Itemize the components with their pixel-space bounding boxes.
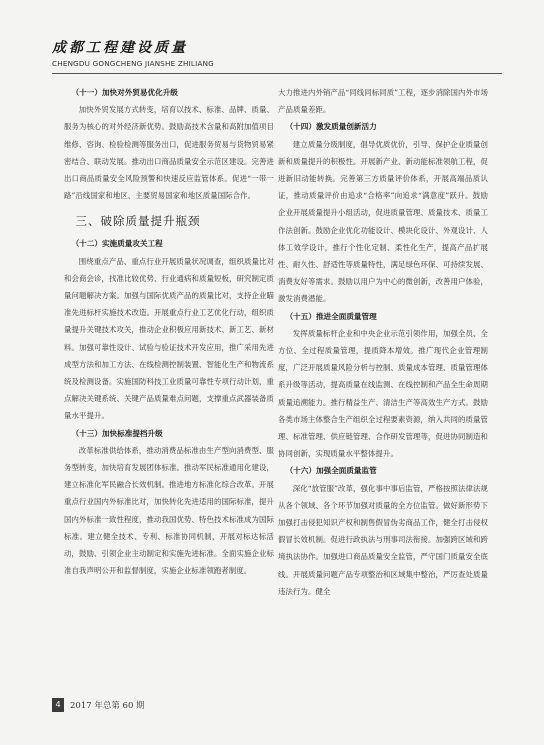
body-paragraph: 发挥质量标杆企业和中央企业示范引领作用，加强全员、全方位、全过程质量管理，提质降本增效。推广现代企业管理制度，广泛开展质量风险分析与控制、质量成本管理、质量管理体系升级等活动，提高质量在线监测、在线控制和产品全生命周期质量追溯能力。推行精益生产、清洁生产等高效生产方式。鼓励各类市场主体整合生产组织全过程要素资源，纳入共同的质量管理、标准管理、供应链管理、合作研发管理等，促进协同制造和协同创新，实现质量水平整体提升。 [278,328,488,459]
right-column [278,84,488,600]
subsection-heading: （十五）推进全面质量管理 [285,311,377,321]
body-paragraph: 深化“放管服”改革，强化事中事后监管，严格按照法律法规从各个领域、各个环节加强对质量的全方位监管。做好新形势下加强打击侵犯知识产权和制售假冒伪劣商品工作，健全打击侵权假冒长效机制。促进行政执法与刑事司法衔接。加强跨区域和跨境执法协作。加强进口商品质量安全监管，严守国门质量安全底线。开展质量问题产品专项整治和区域集中整治，严厉查处质量违法行为。健全 [278,483,488,596]
body-paragraph: 改革标准供给体系，推动消费品标准由生产型向消费型、服务型转变，加快培育发展团体标准。推动军民标准通用化建设，建立标准化军民融合长效机制。推进地方标准化综合改革。开展重点行业国内外标准比对，加快转化先进适用的国际标准，提升国内外标准一致性程度，推动我国优势、特色技术标准成为国际标准。建立健全技术、专利、标准协同机制，开展对标达标活动，鼓励、引领企业主动制定和实施先进标准。全面实施企业标准自我声明公开和监督制度，实施企业标准领跑者制度。 [64,445,274,576]
section-heading: 三、破除质量提升瓶颈 [75,214,201,229]
subsection-heading: （十六）加强全面质量监管 [285,466,377,476]
issue-label: 2017 年总第 60 期 [70,701,145,711]
journal-header [52,40,502,68]
subsection-heading: （十三）加快标准提档升级 [71,428,163,438]
subsection-heading: （十一）加快对外贸易优化升级 [71,88,178,97]
body-paragraph: 大力推进内外销产品“同线同标同质”工程，逐步消除国内外市场产品质量差距。 [278,88,489,115]
journal-subtitle: CHENGDU GONGCHENG JIANSHE ZHILIANG [52,59,214,68]
body-paragraph: 加快外贸发展方式转变，培育以技术、标准、品牌、质量、服务为核心的对外经济新优势。鼓励高技术含量和高附加值项目维修、咨询、检验检测等服务出口，促进服务贸易与货物贸易紧密结合、联动发展。推动出口商品质量安全示范区建设。完善进出口商品质量安全风险预警和快速反应监管体系。促进“一带一路”沿线国家和地区、主要贸易国家和地区质量国际合作。 [64,105,274,201]
page-footer [52,698,502,714]
page-number: 4 [52,698,64,712]
left-column [64,84,274,579]
subsection-heading: （十二）实施质量攻关工程 [71,239,163,249]
body-paragraph: 建立质量分级制度，倡导优质优价，引导、保护企业质量创新和质量提升的积极性。开展新产业、新动能标准领航工程，促进新旧动能转换。完善第三方质量评价体系，开展高端品质认证，推动质量评价由追求“合格率”向追求“满意度”跃升。鼓励企业开展质量提升小组活动，促进质量管理、质量技术、质量工作法创新。鼓励企业优化功能设计、模块化设计、外观设计、人体工效学设计，推行个性化定制、柔性化生产，提高产品扩展性、耐久性、舒适性等质量特性，满足绿色环保、可持续发展、消费友好等需求。鼓励以用户为中心的微创新，改善用户体验，激发消费潜能。 [278,139,488,304]
subsection-heading: （十四）激发质量创新活力 [285,122,377,132]
journal-title: 成都工程建设质量 [52,40,188,56]
body-paragraph: 围绕重点产品、重点行业开展质量状况调查，组织质量比对和会商会诊，找准比较优势、行业通病和质量短板，研究制定质量问题解决方案。加强与国际优质产品的质量比对，支持企业瞄准先进标杆实施技术改造。开展重点行业工艺优化行动，组织质量提升关键技术攻关，推动企业积极应用新技术、新工艺、新材料。加强可靠性设计、试验与验证技术开发应用，推广采用先进成型方法和加工方法、在线检测控制装置、智能化生产和物流系统及检测设备。实施国防科技工业质量可靠性专项行动计划，重点解决关键系统、关键产品质量难点问题，支撑重点武器装备质量水平提升。 [64,256,274,421]
header-rule [52,73,502,74]
